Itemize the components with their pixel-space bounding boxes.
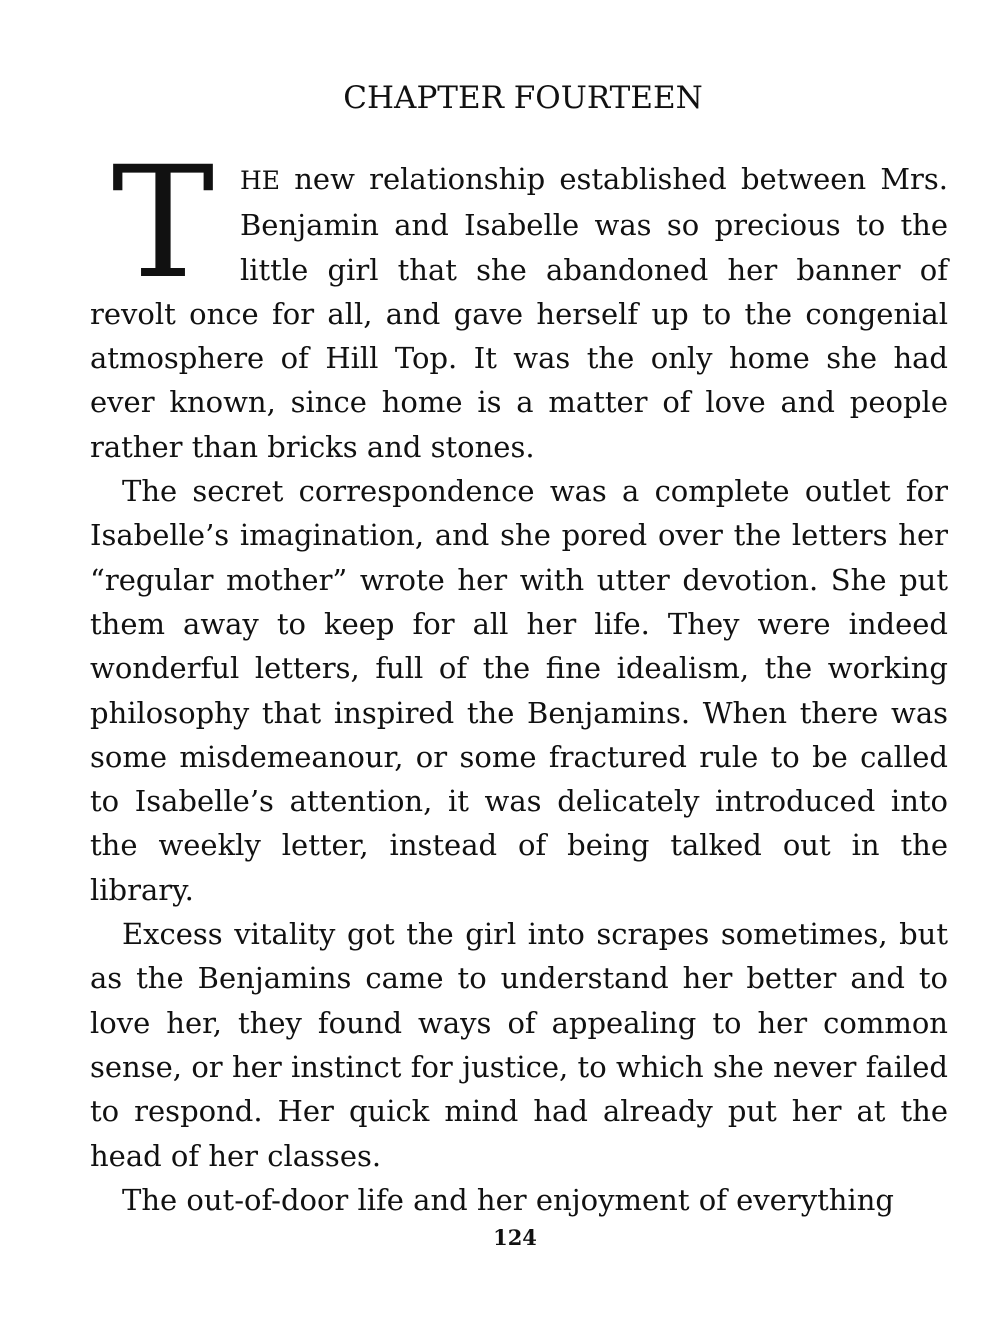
paragraph-2: The secret correspondence was a complete outlet for Isabelle’s imagination, and she pored over the letters her “regular mother” wrote her with utter devotion. She put them away to keep for all her life. They were indeed wonderful letters, full of the fine idealism, the working philosophy that inspired the Benjamins. When there was some misdemeanour, or some fractured rule to be called to Isabelle’s attention, it was delicately introduced into the weekly letter, instead of being talked out in the library. bbox=[90, 474, 948, 907]
paragraph-1 bbox=[90, 134, 948, 469]
paragraph-1-text: new relationship established between Mrs. Benjamin and Isabelle was so precious to the little girl that she abandoned her banner of revolt once for all, and gave herself up to the congenial atmosphere of Hill Top. It was the only home she had ever known, since home is a matter of love and people rather than bricks and stones. bbox=[90, 162, 948, 464]
paragraph-1-opening-word: HE bbox=[240, 166, 281, 195]
page-number: 124 bbox=[493, 1225, 537, 1250]
paragraph-3: Excess vitality got the girl into scrapes sometimes, but as the Benjamins came to understand her better and to love her, they found ways of appealing to her common sense, or her instinct for justice, to which she never failed to respond. Her quick mind had already put her at the head of her classes. bbox=[90, 917, 948, 1173]
body-text bbox=[90, 134, 948, 1222]
drop-cap-letter: T bbox=[111, 134, 215, 313]
paragraph-4: The out-of-door life and her enjoyment of everything bbox=[122, 1182, 894, 1217]
chapter-title: CHAPTER FOURTEEN bbox=[343, 80, 703, 116]
